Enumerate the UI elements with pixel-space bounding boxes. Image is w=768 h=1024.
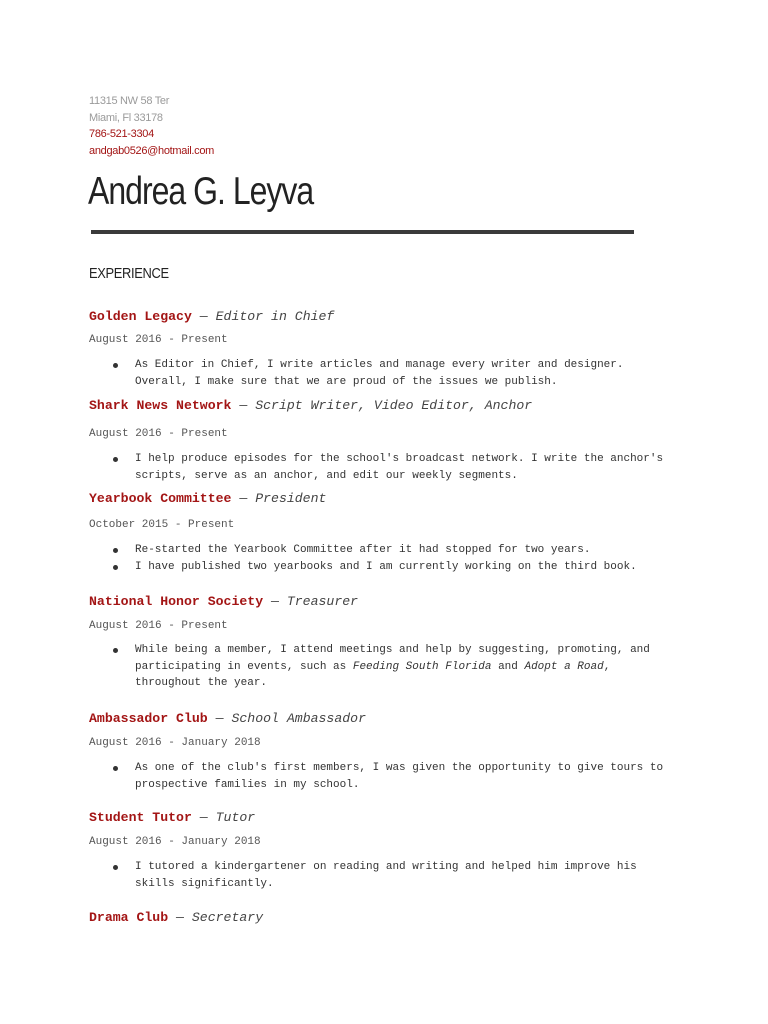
bullet-item [89, 559, 679, 576]
bullet-item [89, 451, 679, 484]
bullet-text: I tutored a kindergartener on reading and writing and helped him improve his skills significantly. [135, 861, 637, 890]
entry-dates: August 2016 - Present [89, 334, 228, 346]
entry-bullets [89, 760, 679, 793]
bullet-item [89, 642, 679, 692]
bullet-item [89, 859, 679, 892]
entry-role: Script Writer, Video Editor, Anchor [255, 398, 533, 413]
bullet-item [89, 542, 679, 559]
entry-organization: Ambassador Club [89, 711, 208, 726]
entry-bullets [89, 542, 679, 575]
bullet-item [89, 760, 679, 793]
bullet-dot-icon [113, 865, 118, 870]
entry-organization: Yearbook Committee [89, 491, 232, 506]
entry-title [89, 593, 679, 611]
entry-role: Tutor [215, 810, 256, 825]
experience-entry-student-tutor [89, 809, 679, 892]
entry-title [89, 809, 679, 827]
bullet-italic-event: Adopt a Road [524, 660, 604, 673]
entry-organization: Drama Club [89, 910, 169, 925]
experience-entry-national-honor-society [89, 593, 679, 692]
entry-dates: August 2016 - January 2018 [89, 737, 261, 749]
entry-organization: National Honor Society [89, 594, 264, 609]
bullet-dot-icon [113, 565, 118, 570]
bullet-dot-icon [113, 363, 118, 368]
entry-role: School Ambassador [231, 711, 367, 726]
bullet-dot-icon [113, 548, 118, 553]
entry-role: Editor in Chief [215, 309, 335, 324]
entry-bullets [89, 357, 679, 390]
entry-separator: — [263, 594, 287, 609]
bullet-text: As one of the club's first members, I was given the opportunity to give tours to prospective families in my school. [135, 762, 664, 791]
name-underline-divider [91, 230, 634, 234]
address-line-2: Miami, Fl 33178 [89, 111, 163, 124]
bullet-text: Re-started the Yearbook Committee after it had stopped for two years. [135, 544, 591, 556]
candidate-name: Andrea G. Leyva [88, 170, 314, 213]
bullet-text: I help produce episodes for the school's broadcast network. I write the anchor's scripts, serve as an anchor, and edit our weekly segments. [135, 453, 664, 482]
entry-separator: — [191, 309, 216, 324]
experience-entry-shark-news-network [89, 397, 679, 484]
contact-block [89, 93, 214, 160]
entry-dates: August 2016 - Present [89, 620, 228, 632]
entry-bullets [89, 642, 679, 692]
entry-organization: Golden Legacy [89, 309, 192, 324]
entry-dates: August 2016 - January 2018 [89, 836, 261, 848]
experience-entry-yearbook-committee [89, 490, 679, 575]
bullet-dot-icon [113, 766, 118, 771]
bullet-dot-icon [113, 648, 118, 653]
entry-role: Secretary [191, 910, 264, 925]
address-line-1: 11315 NW 58 Ter [89, 95, 170, 107]
entry-title [89, 490, 679, 508]
entry-role: President [255, 491, 327, 506]
entry-title [89, 397, 679, 415]
entry-title [89, 909, 679, 927]
entry-title [89, 710, 679, 728]
entry-dates: October 2015 - Present [89, 519, 235, 531]
experience-entry-ambassador-club [89, 710, 679, 793]
bullet-text-part: , throughout the year. [135, 660, 611, 690]
bullet-dot-icon [113, 457, 118, 462]
entry-bullets [89, 451, 679, 484]
bullet-item [89, 357, 679, 390]
entry-title [89, 308, 679, 326]
experience-entry-drama-club [89, 909, 679, 927]
bullet-text: I have published two yearbooks and I am currently working on the third book. [135, 560, 637, 573]
entry-bullets [89, 859, 679, 892]
experience-heading: EXPERIENCE [89, 265, 169, 282]
entry-separator: — [231, 491, 256, 506]
entry-organization: Student Tutor [89, 810, 192, 825]
entry-separator: — [231, 398, 256, 413]
entry-role: Treasurer [286, 594, 359, 609]
email-link[interactable]: andgab0526@hotmail.com [89, 145, 215, 158]
experience-entry-golden-legacy [89, 308, 679, 390]
entry-separator: — [168, 910, 192, 925]
entry-organization: Shark News Network [89, 398, 232, 413]
phone-number[interactable]: 786-521-3304 [89, 128, 154, 141]
entry-separator: — [207, 711, 232, 726]
bullet-italic-event: Feeding South Florida [352, 660, 492, 673]
entry-dates: August 2016 - Present [89, 428, 228, 440]
entry-separator: — [191, 810, 216, 825]
bullet-text-part: While being a member, I attend meetings and help by suggesting, promoting, and participating in events, such as [135, 644, 650, 673]
bullet-text: As Editor in Chief, I write articles and manage every writer and designer. Overall, I make sure that we are proud of the issues we publish. [135, 359, 624, 388]
bullet-text-part: and [491, 660, 525, 673]
